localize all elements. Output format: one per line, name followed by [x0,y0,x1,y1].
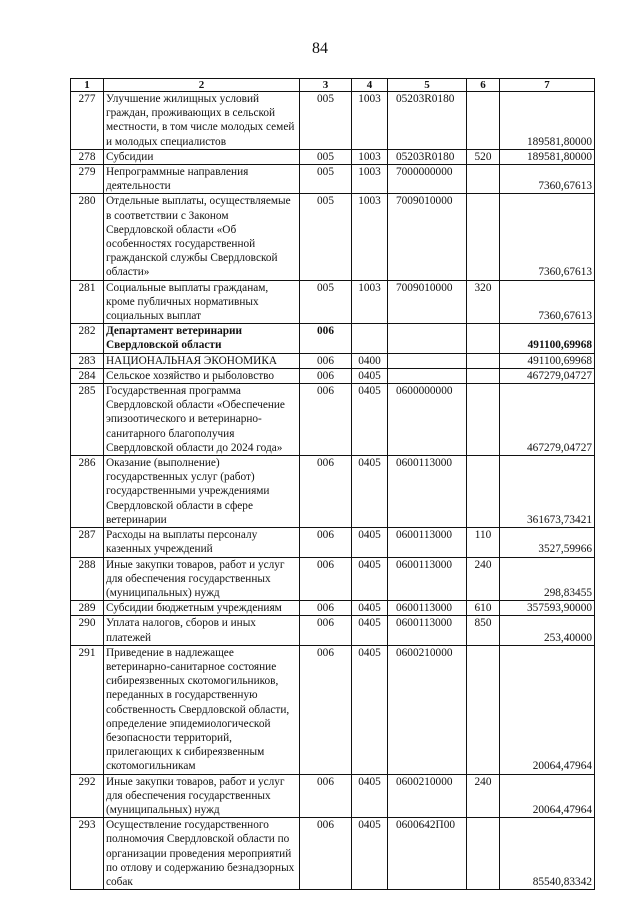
row-dept-code: 006 [300,818,352,890]
row-dept-code: 006 [300,645,352,774]
row-number: 288 [71,557,104,601]
row-name: Субсидии [104,149,300,164]
row-expense-type: 240 [467,774,500,818]
row-name: Иные закупки товаров, работ и услуг для обеспечения государственных (муниципальных) нужд [104,774,300,818]
row-number: 284 [71,368,104,383]
row-dept-code: 005 [300,149,352,164]
row-section-code: 0405 [352,368,388,383]
row-section-code: 0405 [352,528,388,557]
row-amount: 361673,73421 [500,456,595,528]
row-target-code: 0600210000 [388,774,467,818]
row-expense-type [467,194,500,280]
row-name: Расходы на выплаты персоналу казенных учреждений [104,528,300,557]
header-col-5: 5 [388,79,467,92]
row-name: Приведение в надлежащее ветеринарно-санитарное состояние сибиреязвенных скотомогильников, переданных в государственную собственность Свердловской области, определение эпидемиологической безопасности территорий, прилегающих к сибиреязвенным скотомогильникам [104,645,300,774]
row-name: Субсидии бюджетным учреждениям [104,601,300,616]
row-name: Оказание (выполнение) государственных услуг (работ) государственными учреждениями Свердловской области в сфере ветеринарии [104,456,300,528]
row-section-code: 1003 [352,194,388,280]
row-dept-code: 006 [300,324,352,353]
row-number: 280 [71,194,104,280]
row-number: 279 [71,165,104,194]
row-section-code: 1003 [352,165,388,194]
row-amount: 20064,47964 [500,774,595,818]
table-row [71,557,595,601]
row-name: Непрограммные направления деятельности [104,165,300,194]
row-amount: 491100,69968 [500,324,595,353]
row-target-code: 0600113000 [388,601,467,616]
row-dept-code: 006 [300,528,352,557]
row-target-code: 05203R0180 [388,149,467,164]
row-amount: 189581,80000 [500,92,595,150]
table-row [71,353,595,368]
row-expense-type: 610 [467,601,500,616]
row-amount: 3527,59966 [500,528,595,557]
row-target-code: 05203R0180 [388,92,467,150]
row-expense-type [467,324,500,353]
header-row [71,79,595,92]
row-dept-code: 005 [300,280,352,324]
row-expense-type [467,456,500,528]
table-row [71,280,595,324]
row-target-code: 0600642П00 [388,818,467,890]
row-target-code: 7000000000 [388,165,467,194]
row-section-code: 1003 [352,149,388,164]
row-dept-code: 006 [300,774,352,818]
row-target-code: 0600113000 [388,456,467,528]
row-amount: 253,40000 [500,616,595,645]
row-name: НАЦИОНАЛЬНАЯ ЭКОНОМИКА [104,353,300,368]
row-name: Социальные выплаты гражданам, кроме публичных нормативных социальных выплат [104,280,300,324]
row-number: 289 [71,601,104,616]
header-col-6: 6 [467,79,500,92]
row-expense-type [467,818,500,890]
row-amount: 189581,80000 [500,149,595,164]
row-section-code: 0405 [352,384,388,456]
row-expense-type [467,384,500,456]
row-name: Отдельные выплаты, осуществляемые в соответствии с Законом Свердловской области «Об особенностях государственной гражданской службы Свердловской области» [104,194,300,280]
row-dept-code: 006 [300,557,352,601]
row-number: 291 [71,645,104,774]
row-dept-code: 005 [300,194,352,280]
row-section-code: 1003 [352,92,388,150]
row-amount: 7360,67613 [500,280,595,324]
row-expense-type: 320 [467,280,500,324]
row-section-code: 0405 [352,557,388,601]
table-row [71,384,595,456]
row-target-code: 0600000000 [388,384,467,456]
header-col-1: 1 [71,79,104,92]
table-row [71,92,595,150]
row-target-code [388,368,467,383]
row-target-code: 0600113000 [388,557,467,601]
row-number: 282 [71,324,104,353]
row-number: 290 [71,616,104,645]
row-expense-type: 850 [467,616,500,645]
header-col-4: 4 [352,79,388,92]
row-number: 292 [71,774,104,818]
row-number: 286 [71,456,104,528]
table-row [71,149,595,164]
row-name: Осуществление государственного полномочия Свердловской области по организации проведения мероприятий по отлову и содержанию безнадзорных собак [104,818,300,890]
row-target-code [388,353,467,368]
row-expense-type [467,165,500,194]
row-dept-code: 006 [300,456,352,528]
row-section-code: 0405 [352,456,388,528]
row-target-code [388,324,467,353]
row-name: Государственная программа Свердловской области «Обеспечение эпизоотического и ветеринарно-санитарного благополучия Свердловской области до 2024 года» [104,384,300,456]
row-amount: 357593,90000 [500,601,595,616]
row-number: 293 [71,818,104,890]
header-col-3: 3 [300,79,352,92]
row-amount: 20064,47964 [500,645,595,774]
row-number: 278 [71,149,104,164]
row-dept-code: 006 [300,353,352,368]
row-expense-type [467,353,500,368]
table-row [71,601,595,616]
page-number: 84 [312,40,328,57]
row-target-code: 0600113000 [388,528,467,557]
table-row [71,645,595,774]
table-row [71,194,595,280]
row-dept-code: 006 [300,384,352,456]
table-row [71,528,595,557]
row-target-code: 0600210000 [388,645,467,774]
row-name: Улучшение жилищных условий граждан, проживающих в сельской местности, в том числе молодых семей и молодых специалистов [104,92,300,150]
row-number: 281 [71,280,104,324]
row-expense-type [467,368,500,383]
row-amount: 467279,04727 [500,384,595,456]
row-amount: 7360,67613 [500,194,595,280]
row-amount: 467279,04727 [500,368,595,383]
table-row [71,324,595,353]
row-section-code: 0405 [352,616,388,645]
row-name: Уплата налогов, сборов и иных платежей [104,616,300,645]
table-row [71,165,595,194]
row-name: Департамент ветеринарии Свердловской области [104,324,300,353]
row-amount: 491100,69968 [500,353,595,368]
row-number: 287 [71,528,104,557]
row-target-code: 7009010000 [388,280,467,324]
row-target-code: 0600113000 [388,616,467,645]
table-row [71,616,595,645]
table-row [71,368,595,383]
row-section-code: 0400 [352,353,388,368]
table-row [71,774,595,818]
row-section-code: 0405 [352,601,388,616]
row-section-code [352,324,388,353]
row-number: 283 [71,353,104,368]
row-name: Иные закупки товаров, работ и услуг для обеспечения государственных (муниципальных) нужд [104,557,300,601]
row-number: 285 [71,384,104,456]
row-dept-code: 005 [300,165,352,194]
budget-table [70,78,595,890]
row-expense-type: 520 [467,149,500,164]
row-dept-code: 006 [300,601,352,616]
row-amount: 7360,67613 [500,165,595,194]
row-expense-type: 240 [467,557,500,601]
row-section-code: 0405 [352,818,388,890]
row-amount: 85540,83342 [500,818,595,890]
table-row [71,818,595,890]
row-dept-code: 006 [300,368,352,383]
row-number: 277 [71,92,104,150]
row-expense-type [467,645,500,774]
header-col-7: 7 [500,79,595,92]
row-target-code: 7009010000 [388,194,467,280]
row-expense-type: 110 [467,528,500,557]
row-amount: 298,83455 [500,557,595,601]
row-section-code: 1003 [352,280,388,324]
row-section-code: 0405 [352,645,388,774]
row-name: Сельское хозяйство и рыболовство [104,368,300,383]
row-dept-code: 006 [300,616,352,645]
row-dept-code: 005 [300,92,352,150]
table-row [71,456,595,528]
row-section-code: 0405 [352,774,388,818]
header-col-2: 2 [104,79,300,92]
row-expense-type [467,92,500,150]
